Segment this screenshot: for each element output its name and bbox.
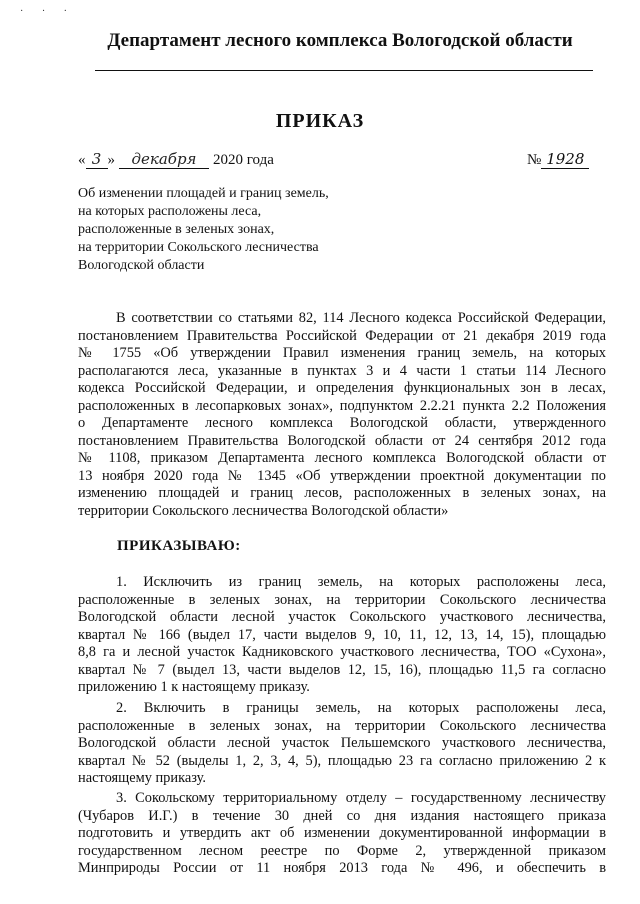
preamble-paragraph	[78, 310, 606, 520]
subject-line: на территории Сокольского лесничества	[78, 240, 319, 255]
order-date	[78, 150, 274, 169]
text-line: 1. Исключить из границ земель, на которых расположены леса,	[116, 574, 606, 590]
text-line: территории Сокольского лесничества Вологодской области»	[78, 502, 449, 519]
date-open-quote: «	[78, 152, 86, 168]
date-close-quote: »	[107, 152, 115, 168]
text-line: квартал № 166 (выдел 17, части выделов 9, 10, 11, 12, 13, 14, 15), площадью	[78, 626, 606, 643]
header-divider	[95, 70, 593, 71]
text-line: квартал № 7 (выдел 13, части выделов 12, 15, 16), площадью 11,5 га согласно	[78, 661, 606, 678]
text-line: постановлением Правительства Российской Федерации от 21 декабря 2019 года	[78, 327, 606, 344]
text-line: 3. Сокольскому территориальному отделу – государственному лесничеству	[116, 790, 606, 806]
text-line: располагаются леса, указанные в пунктах 3 и 4 части 1 статьи 114 Лесного	[78, 362, 606, 379]
order-number	[527, 150, 589, 169]
document-title: ПРИКАЗ	[275, 110, 365, 132]
department-name: Департамент лесного комплекса Вологодской области	[107, 30, 573, 51]
text-line: № 1755 «Об утверждении Правил изменения границ земель, на которых	[78, 345, 606, 361]
text-line: подготовить и утвердить акт об изменении документированной информации в	[78, 825, 606, 841]
text-line: 8,8 га и лесной участок Кадниковского участкового лесничества, ТОО «Сухона»,	[78, 644, 606, 660]
text-line: № 1108, приказом Департамента лесного комплекса Вологодской области от	[78, 450, 606, 466]
text-line: 13 ноября 2020 года № 1345 «Об утверждении проектной документации по	[78, 467, 606, 484]
order-item-3	[78, 790, 606, 878]
text-line: постановлением Правительства Вологодской области от 24 сентября 2012 года	[78, 432, 606, 449]
text-line: изменению площадей и границ лесов, расположенных в зеленых зонах, на	[78, 485, 606, 501]
text-line: 2. Включить в границы земель, на которых расположены леса,	[116, 700, 606, 716]
order-subject	[78, 185, 329, 275]
number-value: 1928	[541, 150, 589, 169]
date-month: декабря	[119, 150, 209, 169]
order-item-2	[78, 700, 606, 788]
subject-line: Вологодской области	[78, 258, 205, 273]
text-line: о Департаменте лесного комплекса Вологодской области, утвержденного	[78, 415, 606, 431]
text-line: государственном лесном реестре по Форме 2, утвержденной приказом	[78, 842, 606, 859]
date-day: 3	[86, 150, 108, 169]
text-line: квартал № 52 (выделы 1, 2, 3, 4, 5), площадью 23 га согласно приложению 2 к	[78, 752, 606, 769]
order-heading: ПРИКАЗЫВАЮ:	[117, 538, 241, 554]
subject-line: расположенные в зеленых зонах,	[78, 222, 275, 237]
date-year: 2020 года	[213, 152, 274, 168]
text-line: приложению 1 к настоящему приказу.	[78, 679, 310, 695]
text-line: настоящему приказу.	[78, 770, 206, 786]
number-prefix: №	[527, 152, 542, 168]
text-line: расположенные в зеленых зонах, на территории Сокольского лесничества	[78, 717, 606, 734]
order-item-1	[78, 574, 606, 697]
text-line: Вологодской области лесной участок Пельшемского участкового лесничества,	[78, 735, 606, 751]
text-line: В соответствии со статьями 82, 114 Лесного кодекса Российской Федерации,	[116, 310, 606, 326]
text-line: (Чубаров И.Г.) в течение 30 дней со дня издания настоящего приказа	[78, 807, 606, 824]
text-line: Минприроды России от 11 ноября 2013 года № 496, и обеспечить в	[78, 860, 606, 876]
text-line: расположенных в лесопарковых зонах», подпунктом 2.2.21 пункта 2.2 Положения	[78, 397, 606, 414]
text-line: Вологодской области лесной участок Сокольского участкового лесничества,	[78, 609, 606, 625]
scan-marks: · · ·	[20, 6, 75, 17]
subject-line: на которых расположены леса,	[78, 204, 262, 219]
text-line: расположенные в зеленых зонах, на территории Сокольского лесничества	[78, 591, 606, 608]
subject-line: Об изменении площадей и границ земель,	[78, 186, 329, 201]
text-line: кодекса Российской Федерации, и определения функциональных зон в лесах,	[78, 380, 606, 396]
